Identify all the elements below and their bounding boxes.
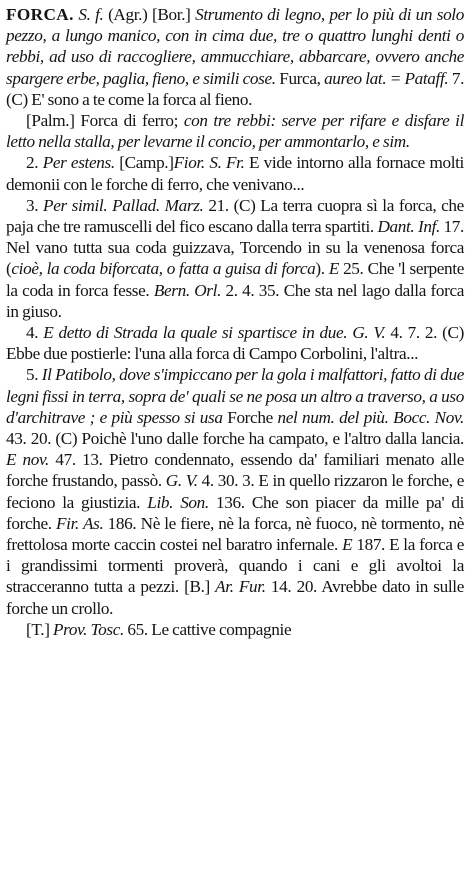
citation-source: G. V. bbox=[352, 323, 386, 343]
citation-text: 4. 7. 2. (C) Ebbe due postierle: l'una alla forca di Campo Corbolini, l'altra... bbox=[6, 323, 465, 364]
citation-text: 14. 20. Avrebbe dato in sulle forche un crollo. bbox=[6, 577, 464, 618]
citation-text: 7. (C) E' sono a te come la forca al fieno. bbox=[6, 68, 465, 109]
sense-number: 3. bbox=[26, 195, 39, 215]
sense-number: 4. bbox=[26, 323, 39, 343]
source-tag: [T.] bbox=[26, 619, 50, 639]
citation-source: Fir. As. bbox=[56, 513, 104, 533]
citation-text: 25. Che 'l serpente la coda in forca fesse. bbox=[6, 259, 464, 300]
sense-definition: Il Patibolo, dove s'impiccano per la gola i malfattori, fatto di due legni fissi in terra, sopra de' quali se ne posa un altro a traverso, a uso d'architrave ; e più spesso si usa bbox=[6, 365, 465, 427]
entry-sense-5 bbox=[6, 364, 464, 618]
entry-palm-sense bbox=[6, 110, 464, 152]
citation-text: 187. E la forca e i grandissimi tormenti proverà, quando i cani e gli avoltoi la stracceranno tutta a pezzi. bbox=[6, 535, 464, 597]
citation-source: E bbox=[342, 535, 353, 555]
citation-text: 136. Che son piacer da mille pa' di forche. bbox=[6, 492, 465, 533]
source-tag: [Palm.] bbox=[26, 111, 75, 131]
citation-source: Prov. Tosc. bbox=[53, 619, 124, 639]
citation-punct: ). bbox=[315, 259, 325, 279]
sense-number: 2. bbox=[26, 153, 39, 173]
sense-definition: E detto di Strada la quale si spartisce in due. bbox=[43, 323, 348, 343]
latin-label: Furca, bbox=[279, 68, 321, 88]
headword: FORCA. bbox=[6, 5, 74, 24]
entry-main-sense bbox=[6, 4, 464, 110]
grammar-label: S. f. bbox=[78, 5, 104, 24]
citation-source: E nov. bbox=[6, 450, 49, 470]
palm-text: Forca di ferro; bbox=[80, 111, 179, 131]
sense-label: Per estens. bbox=[42, 153, 115, 173]
citation-text: 2. 4. 35. Che sta nel lago dalla forca in giuso. bbox=[6, 280, 465, 321]
citation-text: 186. Nè le fiere, nè la forca, nè fuoco, nè tormento, nè frettolosa morte caccin costei nel baratro infernale. bbox=[6, 513, 464, 555]
citation-source: Bern. Orl. bbox=[153, 280, 222, 300]
citation-source: Lib. Son. bbox=[147, 492, 209, 512]
citation-source: Pallad. Marz. bbox=[112, 195, 204, 215]
citation-text: 17. Nel vano tutta sua coda guizzava, Torcendo in su la venenosa forca ( bbox=[6, 217, 464, 279]
citation-text: E vide intorno alla fornace molti demonii con le forche di ferro, che venivano... bbox=[6, 153, 464, 194]
citation-text: 65. Le cattive compagnie bbox=[127, 619, 292, 639]
citation-source: Dant. Inf. bbox=[377, 217, 440, 237]
citation-source: G. V. bbox=[165, 471, 198, 491]
citation-source: Ar. Fur. bbox=[215, 577, 266, 597]
citation-source: Bocc. Nov. bbox=[393, 407, 464, 427]
entry-tail bbox=[6, 619, 464, 640]
citation-source: E bbox=[328, 259, 339, 279]
usage-tags: (Agr.) [Bor.] bbox=[108, 5, 191, 24]
plural-word: Forche bbox=[227, 407, 273, 427]
sense-number: 5. bbox=[26, 365, 39, 385]
citation-text: 43. 20. (C) Poichè l'uno dalle forche ha campato, e l'altro dalla lancia. bbox=[6, 429, 464, 449]
citation-source: Fior. S. Fr. bbox=[173, 153, 245, 173]
citation-gloss: cioè, la coda biforcata, o fatta a guisa di forca bbox=[11, 259, 316, 279]
source-tag: [B.] bbox=[184, 577, 210, 597]
citation-text: 47. 13. Pietro condennato, essendo da' familiari menato alle forche frustando, passò. bbox=[6, 450, 464, 491]
sense-label: Per simil. bbox=[43, 195, 108, 215]
entry-sense-4 bbox=[6, 322, 464, 364]
entry-sense-2 bbox=[6, 152, 464, 194]
citation-text: 21. (C) La terra cuopra sì la forca, che paja che tre ramuscelli del fico escano dalla terra spartiti. bbox=[6, 195, 464, 237]
plural-note: nel num. del più. bbox=[277, 407, 389, 427]
source-tag: [Camp.] bbox=[119, 153, 174, 173]
dictionary-page bbox=[6, 4, 464, 640]
definition: Strumento di legno, per lo più di un solo pezzo, a lungo manico, con in cima due, tre o quattro lunghi denti o rebbi, ad uso di raccogliere, ammucchiare, abbarcare, ovvero anche spargere erbe, paglia, fieno, e simili cose. bbox=[6, 5, 464, 88]
citation-text: 4. 30. 3. E in quello rizzaron le forche, e feciono la giustizia. bbox=[6, 471, 464, 512]
palm-gloss: con tre rebbi: serve per rifare e disfare il letto nella stalla, per levarne il concio, per ammontarlo, e sim. bbox=[6, 111, 465, 152]
entry-sense-3 bbox=[6, 195, 464, 322]
latin-note: aureo lat. = Pataff. bbox=[324, 68, 449, 88]
